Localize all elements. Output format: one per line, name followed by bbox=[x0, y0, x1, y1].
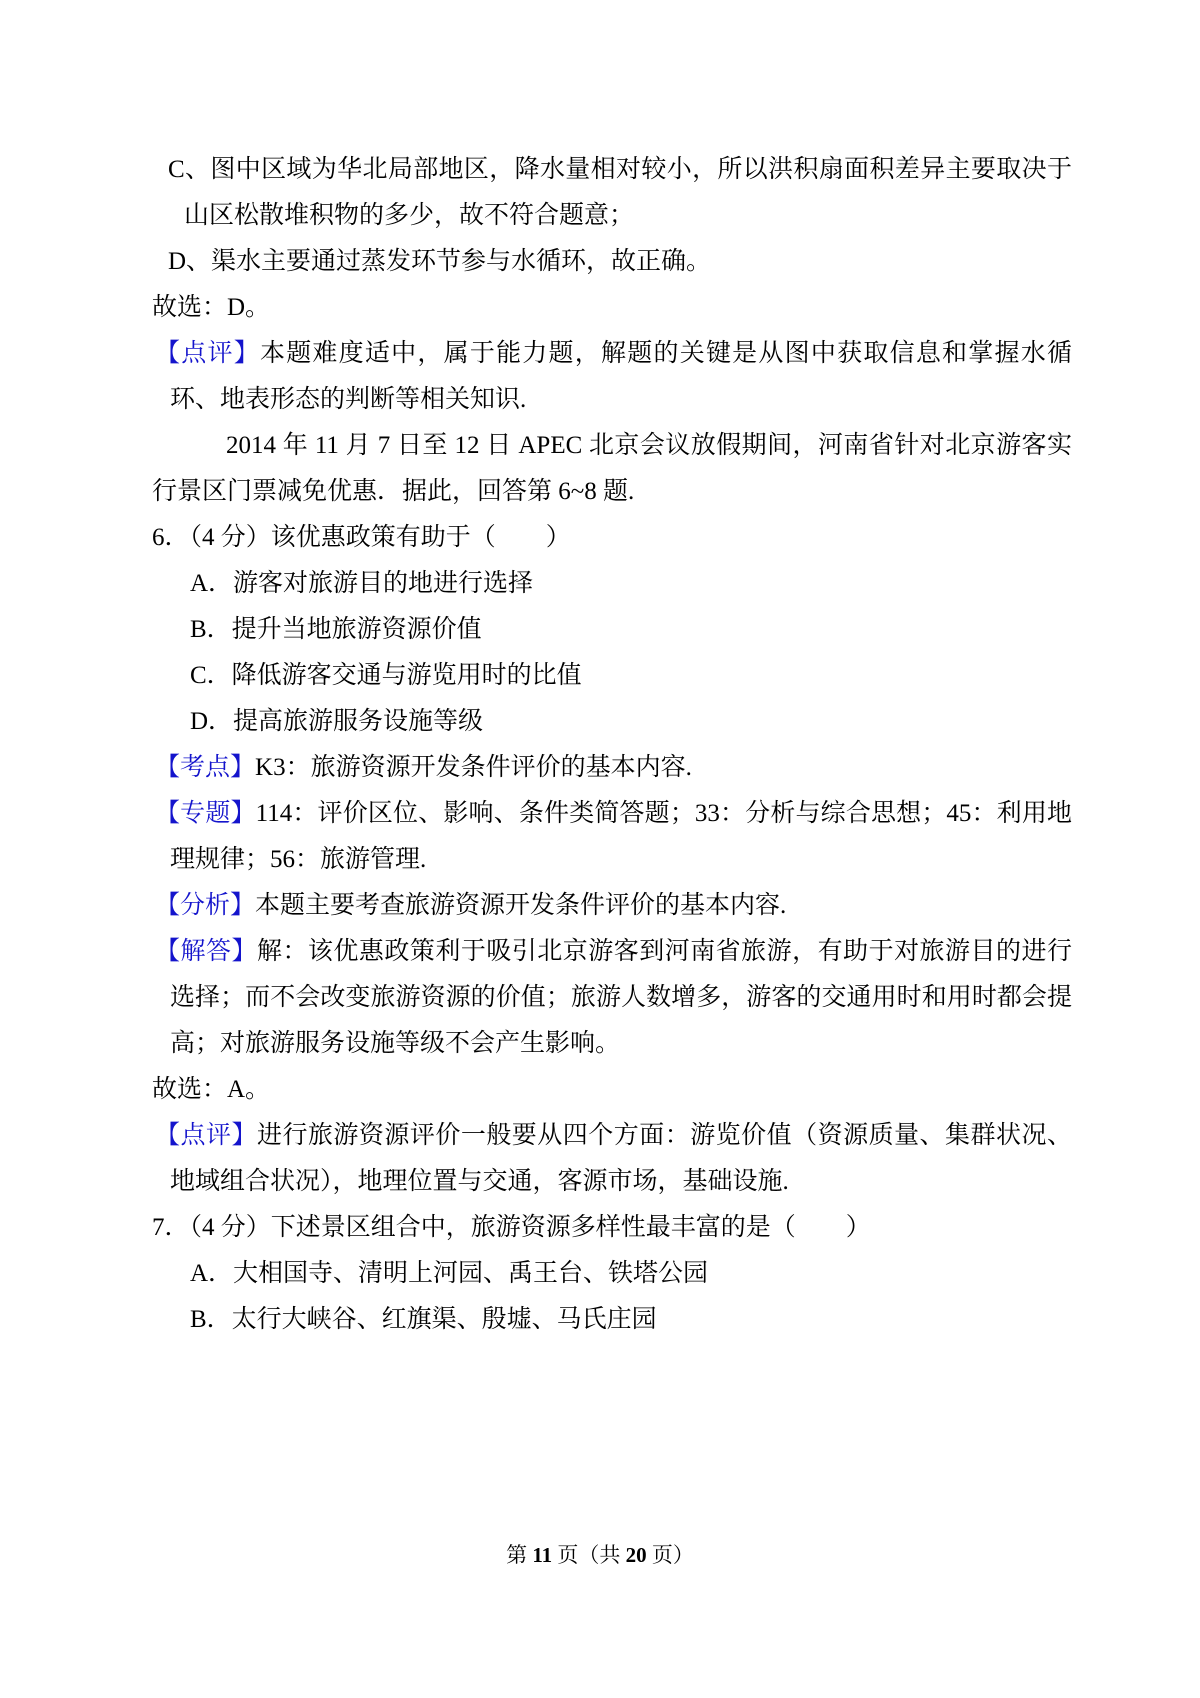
comment-text: 本题难度适中，属于能力题，解题的关键是从图中获取信息和掌握水循环、地表形态的判断等相关知识. bbox=[170, 340, 1072, 413]
page-footer bbox=[0, 1540, 1200, 1570]
question-7-stem: 7．（4 分）下述景区组合中，旅游资源多样性最丰富的是（ ） bbox=[152, 1214, 871, 1241]
dianping-paragraph-q6 bbox=[152, 1113, 1072, 1205]
comment-paragraph-q5 bbox=[152, 331, 1072, 423]
answer-line-q6: 故选：A。 bbox=[152, 1076, 271, 1103]
footer-total-pages: 20 bbox=[625, 1543, 647, 1567]
jieda-label: 【解答】 bbox=[155, 938, 257, 965]
question-6-option-d: D．提高旅游服务设施等级 bbox=[190, 708, 484, 735]
zhuanti-label: 【专题】 bbox=[155, 800, 256, 827]
comment-label: 【点评】 bbox=[155, 340, 260, 367]
footer-text-suffix: 页） bbox=[646, 1543, 694, 1567]
question-7-option-a: A．大相国寺、清明上河园、禹王台、铁塔公园 bbox=[190, 1260, 709, 1287]
fenxi-label: 【分析】 bbox=[155, 892, 256, 919]
kaodian-label: 【考点】 bbox=[155, 754, 256, 781]
jieda-paragraph bbox=[152, 929, 1072, 1067]
fenxi-paragraph bbox=[152, 883, 1072, 929]
document-body bbox=[152, 147, 1072, 1343]
jieda-text: 解：该优惠政策利于吸引北京游客到河南省旅游，有助于对旅游目的进行选择；而不会改变旅游资源的价值；旅游人数增多，游客的交通用时和用时都会提高；对旅游服务设施等级不会产生影响。 bbox=[170, 938, 1072, 1057]
footer-page-number: 11 bbox=[532, 1543, 553, 1567]
question-6-option-c: C．降低游客交通与游览用时的比值 bbox=[190, 662, 582, 689]
kaodian-paragraph bbox=[152, 745, 1072, 791]
dianping-label: 【点评】 bbox=[155, 1122, 257, 1149]
question-6-option-a: A．游客对旅游目的地进行选择 bbox=[190, 570, 534, 597]
question-6-option-b: B．提升当地旅游资源价值 bbox=[190, 616, 482, 643]
kaodian-text: K3：旅游资源开发条件评价的基本内容. bbox=[255, 754, 692, 781]
dianping-text: 进行旅游资源评价一般要从四个方面：游览价值（资源质量、集群状况、地域组合状况），地理位置与交通，客源市场，基础设施. bbox=[170, 1122, 1072, 1195]
question-6-stem: 6．（4 分）该优惠政策有助于（ ） bbox=[152, 524, 571, 551]
explanation-item-d: D、渠水主要通过蒸发环节参与水循环，故正确。 bbox=[168, 248, 712, 275]
zhuanti-paragraph bbox=[152, 791, 1072, 883]
explanation-item-c: C、图中区域为华北局部地区，降水量相对较小，所以洪积扇面积差异主要取决于山区松散堆积物的多少，故不符合题意； bbox=[168, 156, 1072, 229]
answer-line-q5: 故选：D。 bbox=[152, 294, 271, 321]
intro-paragraph: 2014 年 11 月 7 日至 12 日 APEC 北京会议放假期间，河南省针对北京游客实行景区门票减免优惠．据此，回答第 6~8 题. bbox=[152, 432, 1072, 505]
question-7-option-b: B．太行大峡谷、红旗渠、殷墟、马氏庄园 bbox=[190, 1306, 657, 1333]
zhuanti-text: 114：评价区位、影响、条件类简答题；33：分析与综合思想；45：利用地理规律；56：旅游管理. bbox=[170, 800, 1072, 873]
fenxi-text: 本题主要考查旅游资源开发条件评价的基本内容. bbox=[255, 892, 787, 919]
footer-text-prefix: 第 bbox=[506, 1543, 533, 1567]
footer-text-middle: 页（共 bbox=[552, 1543, 626, 1567]
